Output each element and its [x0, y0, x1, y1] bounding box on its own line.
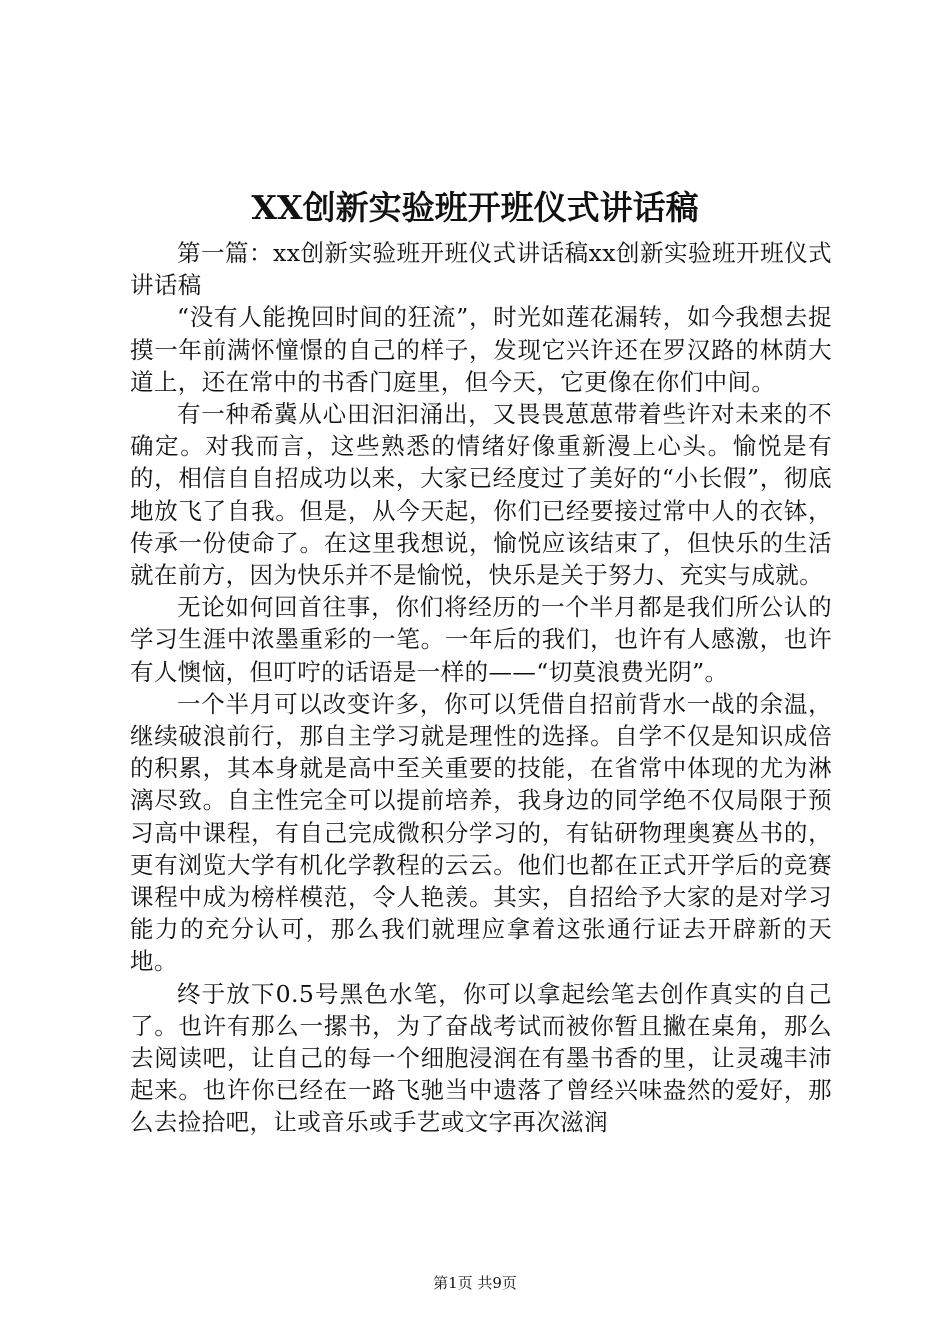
paragraph: “没有人能挽回时间的狂流”，时光如莲花漏转，如今我想去捉摸一年前满怀憧憬的自己的样子，发现它兴许还在罗汉路的林荫大道上，还在常中的书香门庭里，但今天，它更像在你们中间。: [130, 303, 832, 396]
page-footer: 第1页 共9页: [433, 1274, 517, 1292]
document-title: XX创新实验班开班仪式讲话稿: [251, 188, 699, 227]
document-body: [130, 237, 832, 1139]
paragraph: 第一篇：xx创新实验班开班仪式讲话稿xx创新实验班开班仪式讲话稿: [130, 239, 832, 300]
paragraph: 一个半月可以改变许多，你可以凭借自招前背水一战的余温，继续破浪前行，那自主学习就是理性的选择。自学不仅是知识成倍的积累，其本身就是高中至关重要的技能，在省常中体现的尤为淋漓尽致。自主性完全可以提前培养，我身边的同学绝不仅局限于预习高中课程，有自己完成微积分学习的，有钻研物理奥赛丛书的，更有浏览大学有机化学教程的云云。他们也都在正式开学后的竞赛课程中成为榜样模范，令人艳羡。其实，自招给予大家的是对学习能力的充分认可，那么我们就理应拿着这张通行证去开辟新的天地。: [130, 689, 832, 976]
paragraph: 有一种希冀从心田汩汩涌出，又畏畏葸葸带着些许对未来的不确定。对我而言，这些熟悉的情绪好像重新漫上心头。愉悦是有的，相信自自招成功以来，大家已经度过了美好的“小长假”，彻底地放飞了自我。但是，从今天起，你们已经要接过常中人的衣钵，传承一份使命了。在这里我想说，愉悦应该结束了，但快乐的生活就在前方，因为快乐并不是愉悦，快乐是关于努力、充实与成就。: [130, 400, 832, 590]
paragraph: 终于放下0.5号黑色水笔，你可以拿起绘笔去创作真实的自己了。也许有那么一摞书，为了奋战考试而被你暂且撇在桌角，那么去阅读吧，让自己的每一个细胞浸润在有墨书香的里，让灵魂丰沛起来。也许你已经在一路飞驰当中遗落了曾经兴味盎然的爱好，那么去捡拾吧，让或音乐或手艺或文字再次滋润: [130, 979, 832, 1137]
paragraph: 无论如何回首往事，你们将经历的一个半月都是我们所公认的学习生涯中浓墨重彩的一笔。一年后的我们，也许有人感激，也许有人懊恼，但叮咛的话语是一样的——“切莫浪费光阴”。: [130, 593, 832, 686]
